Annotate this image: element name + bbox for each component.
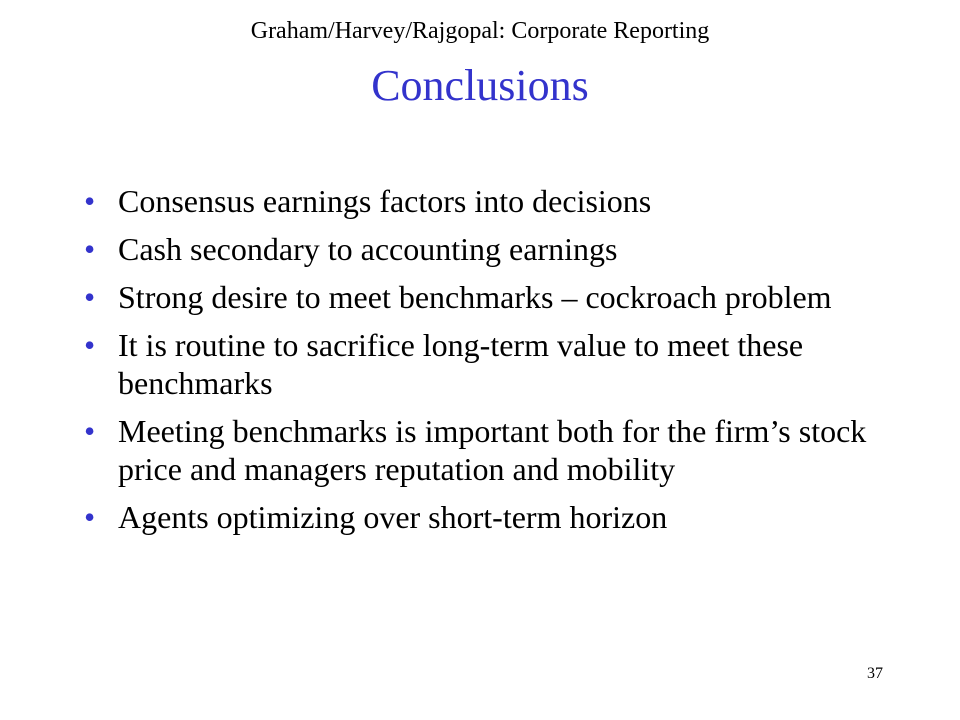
bullet-icon: • [84,183,96,219]
bullet-text: Consensus earnings factors into decisions [118,183,652,219]
slide-title: Conclusions [371,61,589,110]
bullet-item [84,412,924,488]
bullet-item [84,498,924,536]
bullet-icon: • [84,499,96,535]
bullet-item [84,326,924,402]
slide-header: Graham/Harvey/Rajgopal: Corporate Reporting [250,18,710,44]
bullet-item [84,230,924,268]
bullet-icon: • [84,413,96,449]
bullet-text: Cash secondary to accounting earnings [118,231,618,267]
bullet-text: Strong desire to meet benchmarks – cockroach problem [118,279,832,315]
bullet-list [84,182,924,546]
bullet-text: Agents optimizing over short-term horizon [118,499,668,535]
bullet-icon: • [84,279,96,315]
bullet-text: It is routine to sacrifice long-term value to meet these benchmarks [118,327,804,401]
bullet-icon: • [84,231,96,267]
bullet-icon: • [84,327,96,363]
bullet-text: Meeting benchmarks is important both for the firm’s stock price and managers reputation and mobility [118,413,867,487]
bullet-item [84,278,924,316]
page-number: 37 [867,665,883,682]
bullet-item [84,182,924,220]
